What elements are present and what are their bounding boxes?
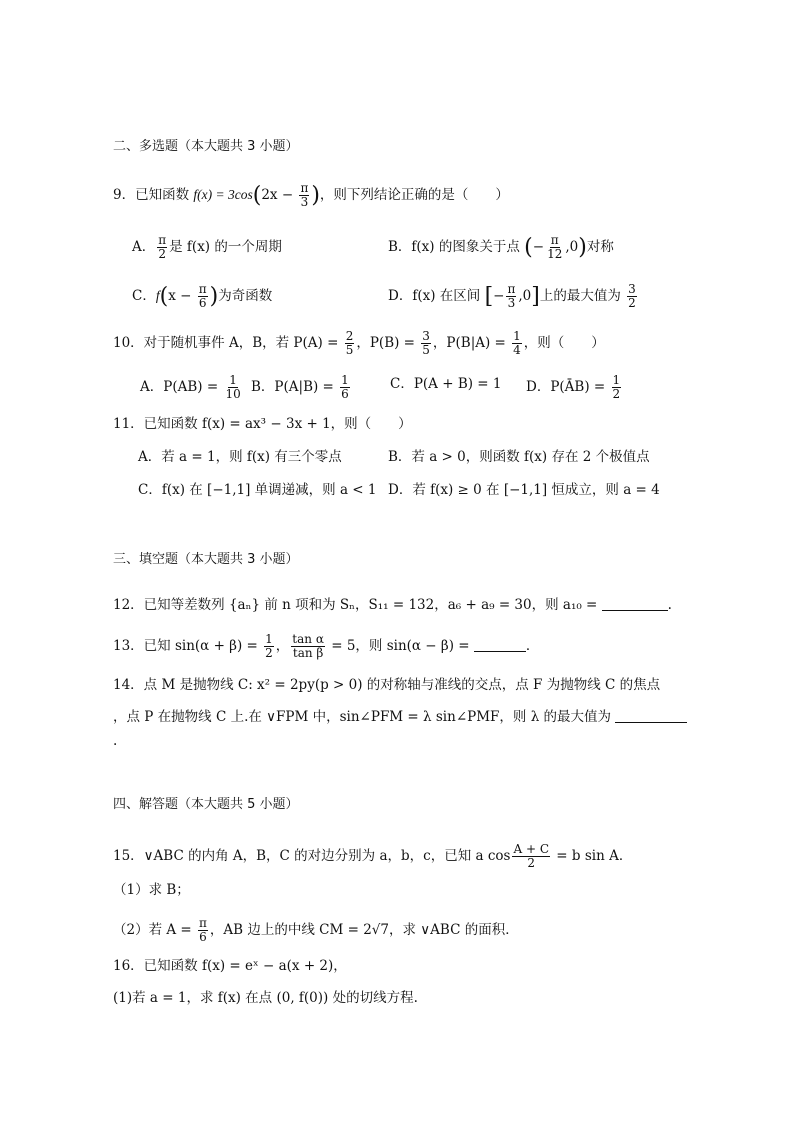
q11-option-c: C．f(x) 在 [−1,1] 单调递减，则 a < 1 [138,482,377,498]
q9-stem-suffix: ，则下列结论正确的是（ ） [319,187,509,203]
section-title-multiple-choice: 二、多选题（本大题共 3 小题） [113,139,299,154]
question-9-stem: 9．已知函数 f(x) = 3cos(2x − $\frac{\pi}{3}$ )，则下列结论正确的是（ ） [113,181,509,209]
question-13: 13．已知 sin(α + β) = $\frac{1}{2}$ ， $\frac{\text{tan α}}{\text{tan β}}$ = 5，则 sin(α − β) = ． [113,632,540,660]
q10-option-a: A．P(AB) = $\frac{1}{10}$ [140,373,241,401]
q9-stem-prefix: 9．已知函数 [113,187,194,203]
q10-option-b: B．P(A|B) = $\frac{1}{6}$ [251,373,349,401]
section-title-solution: 四、解答题（本大题共 5 小题） [113,797,299,812]
q11-option-b: B．若 a > 0，则函数 f(x) 存在 2 个极值点 [388,449,650,465]
question-15-stem: 15．∨ABC 的内角 A，B，C 的对边分别为 a，b，c，已知 a cos $\frac{A + C}{2}$ = b sin A． [113,842,633,870]
question-14-line-2: ，点 P 在抛物线 C 上.在 ∨FPM 中，sin∠PFM = λ sin∠PMF，则 λ 的最大值为 [113,707,687,727]
answer-blank [474,651,526,652]
q10-option-c: C．P(A + B) = 1 [390,376,502,392]
answer-blank [615,722,687,723]
q9-fraction: $\frac{\pi}{3}$ [300,181,309,209]
question-12: 12．已知等差数列 {aₙ} 前 n 项和为 Sₙ，S₁₁ = 132，a₆ + a₉ = 30，则 a₁₀ = . [113,597,672,613]
q9-option-a: A． $\frac{\pi}{2}$ 是 f(x) 的一个周期 [132,233,282,261]
question-14-line-3: . [113,733,118,749]
question-11-stem: 11．已知函数 f(x) = ax³ − 3x + 1，则（ ） [113,416,412,432]
question-16-stem: 16．已知函数 f(x) = eˣ − a(x + 2)， [113,958,347,974]
q9-option-b: B．f(x) 的图象关于点 (− $\frac{\pi}{12}$ ,0)对称 [388,233,614,261]
q9-arg: 2x − [261,187,298,203]
question-16-part-1: (1)若 a = 1，求 f(x) 在点 (0, f(0)) 处的切线方程. [113,990,418,1006]
q9-option-d: D．f(x) 在区间 [− $\frac{\pi}{3}$ ,0]上的最大值为 $\frac{3}{2}$ [388,282,636,310]
question-10-stem: 10．对于随机事件 A，B，若 P(A) = $\frac{2}{5}$ ，P(B) = $\frac{3}{5}$ ，P(B|A) = $\frac{1}{4}$ ，则（ ） [113,329,605,357]
question-15-part-1: （1）求 B； [113,882,190,898]
section-title-fill-in: 三、填空题（本大题共 3 小题） [113,552,299,567]
q11-option-d: D．若 f(x) ≥ 0 在 [−1,1] 恒成立，则 a = 4 [388,482,660,498]
q11-option-a: A．若 a = 1，则 f(x) 有三个零点 [138,449,342,465]
q9-function: f(x) = 3cos [193,187,253,202]
q10-option-d: D．P(ĀB) = $\frac{1}{2}$ [526,373,621,401]
answer-blank [602,610,668,611]
question-14-line-1: 14．点 M 是抛物线 C: x² = 2py(p > 0) 的对称轴与准线的交点，点 F 为抛物线 C 的焦点 [113,677,661,693]
q9-option-c: C．f(x − $\frac{\pi}{6}$ )为奇函数 [132,282,273,310]
question-15-part-2: （2）若 A = $\frac{\pi}{6}$ ，AB 边上的中线 CM = 2√7，求 ∨ABC 的面积． [113,916,519,944]
